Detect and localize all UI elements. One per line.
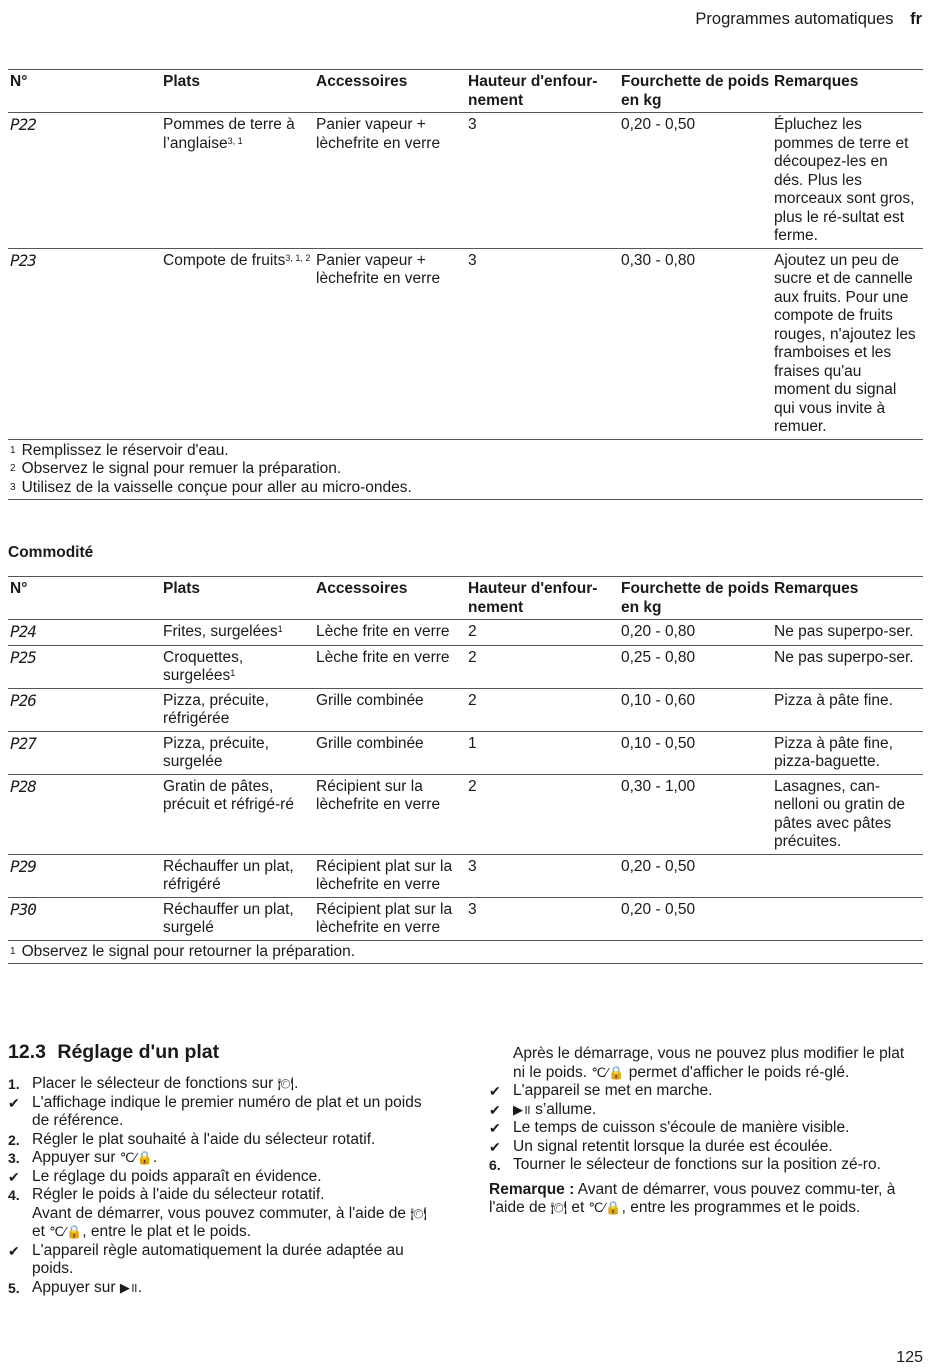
col-header-num: N° — [8, 70, 161, 113]
weight-range: 0,20 - 0,50 — [619, 854, 772, 897]
programme-number: P26 — [8, 688, 161, 731]
weight-range: 0,25 - 0,80 — [619, 645, 772, 688]
section-number: 12.3 — [8, 1041, 46, 1063]
weight-range: 0,20 - 0,50 — [619, 897, 772, 940]
dish-name: Pommes de terre à l’anglaise$^{3, 1}$ — [161, 113, 314, 249]
footnote-ref: 1 — [277, 624, 283, 634]
footnote-ref: 3, 1, 2 — [285, 252, 311, 263]
footnotes — [8, 439, 923, 500]
step-4: 4. Régler le poids à l'aide du sélecteur rotatif. Avant de démarrer, vous pouvez commuter, à l'aide de 🍽 et ℃⁄🔒, entre le plat et le poids. — [8, 1186, 427, 1240]
accessories: Récipient sur la lèchefrite en verre — [314, 774, 466, 854]
accessories: Récipient plat sur la lèchefrite en verre — [314, 854, 466, 897]
programme-number: P27 — [8, 731, 161, 774]
note-label: Remarque : — [489, 1180, 575, 1198]
steps-right-column — [489, 1045, 919, 1218]
step-3: 3. Appuyer sur ℃⁄🔒. — [8, 1149, 158, 1166]
table-row — [8, 248, 923, 439]
programme-number: P30 — [8, 897, 161, 940]
footnotes — [8, 940, 923, 964]
note-paragraph: Remarque : Avant de démarrer, vous pouvez commu-ter, à l'aide de 🍽 et ℃⁄🔒, entre les programmes et le poids. — [489, 1180, 896, 1216]
header-section: Programmes automatiques — [695, 10, 894, 28]
dish-name: Pizza, précuite, surgelée — [161, 731, 314, 774]
footnote-ref: 1 — [230, 668, 236, 678]
shelf-level: 3 — [466, 113, 619, 249]
shelf-level: 1 — [466, 731, 619, 774]
remarks: Ne pas superpo-ser. — [772, 620, 923, 646]
accessories: Lèche frite en verre — [314, 645, 466, 688]
table-row — [8, 645, 923, 688]
accessories: Grille combinée — [314, 688, 466, 731]
weight-range: 0,20 - 0,80 — [619, 620, 772, 646]
shelf-level: 2 — [466, 774, 619, 854]
col-header-weight: Fourchette de poids en kg — [619, 577, 772, 620]
weight-icon: ℃⁄🔒 — [591, 1064, 625, 1080]
weight-range: 0,10 - 0,50 — [619, 731, 772, 774]
table-row — [8, 774, 923, 854]
accessories: Panier vapeur + lèchefrite en verre — [314, 113, 466, 249]
col-header-dish: Plats — [161, 70, 314, 113]
col-header-weight: Fourchette de poids en kg — [619, 70, 772, 113]
footnote: $^1$ Observez le signal pour retourner la préparation. — [10, 942, 355, 960]
step-2: 2. Régler le plat souhaité à l'aide du sélecteur rotatif. — [8, 1130, 376, 1148]
table-row — [8, 113, 923, 249]
col-header-dish: Plats — [161, 577, 314, 620]
shelf-level: 3 — [466, 897, 619, 940]
section-title-text: Réglage d'un plat — [57, 1041, 220, 1063]
check-icon: ✔ — [8, 1242, 20, 1259]
remarks: Pizza à pâte fine, pizza-baguette. — [772, 731, 923, 774]
check-icon: ✔ — [489, 1120, 501, 1136]
accessories: Panier vapeur + lèchefrite en verre — [314, 248, 466, 439]
weight-icon: ℃⁄🔒 — [49, 1224, 83, 1239]
check-icon: ✔ — [489, 1138, 501, 1155]
col-header-accessories: Accessoires — [314, 70, 466, 113]
programme-icon: 🍽 — [277, 1076, 295, 1091]
col-header-remarks: Remarques — [772, 577, 923, 620]
subheading-convenience: Commodité — [8, 544, 94, 561]
result-5b: ✔ ▶॥ s’allume. — [489, 1100, 597, 1118]
programme-icon: 🍽 — [410, 1205, 427, 1221]
col-header-accessories: Accessoires — [314, 577, 466, 620]
shelf-level: 3 — [466, 854, 619, 897]
dish-name: Réchauffer un plat, réfrigéré — [161, 854, 314, 897]
weight-range: 0,30 - 1,00 — [619, 774, 772, 854]
weight-range: 0,30 - 0,80 — [619, 248, 772, 439]
remarks: Lasagnes, can-nelloni ou gratin de pâtes avec pâtes précuites. — [772, 774, 923, 854]
footnotes-row — [8, 439, 923, 500]
check-icon: ✔ — [489, 1101, 501, 1118]
result-4: ✔ L'appareil règle automatiquement la durée adaptée au poids. — [8, 1241, 404, 1277]
programme-number: P22 — [8, 113, 161, 249]
shelf-level: 2 — [466, 645, 619, 688]
remarks — [772, 854, 923, 897]
start-pause-icon: ▶॥ — [513, 1101, 531, 1117]
footnote-ref: 3, 1 — [227, 135, 243, 146]
check-icon: ✔ — [489, 1083, 501, 1099]
check-icon: ✔ — [8, 1094, 20, 1111]
header-lang: fr — [910, 10, 922, 28]
col-header-level: Hauteur d'enfour-nement — [466, 70, 619, 113]
accessories: Grille combinée — [314, 731, 466, 774]
dish-name: Réchauffer un plat, surgelé — [161, 897, 314, 940]
weight-range: 0,10 - 0,60 — [619, 688, 772, 731]
dish-name: Compote de fruits$^{3, 1, 2}$ — [161, 248, 314, 439]
remarks: Ajoutez un peu de sucre et de cannelle aux fruits. Pour une compote de fruits rouges, n'ajoutez les framboises et les fraises qu'au moment du signal qui vous invite à remuer. — [772, 248, 923, 439]
page-number: 125 — [896, 1349, 923, 1366]
table-header-row — [8, 70, 923, 113]
remarks: Épluchez les pommes de terre et découpez-les en dés. Plus les morceaux sont gros, plus le ré-sultat est ferme. — [772, 113, 923, 249]
col-header-num: N° — [8, 577, 161, 620]
accessories: Récipient plat sur la lèchefrite en verre — [314, 897, 466, 940]
start-pause-icon: ▶॥ — [119, 1279, 138, 1295]
remarks — [772, 897, 923, 940]
steps-left-column — [8, 1075, 438, 1297]
footnote: $^1$ Remplissez le réservoir d'eau. — [10, 441, 229, 459]
result-3: ✔ Le réglage du poids apparaît en évidence. — [8, 1167, 322, 1185]
shelf-level: 2 — [466, 620, 619, 646]
weight-icon: ℃⁄🔒 — [119, 1150, 153, 1165]
weight-icon: ℃⁄🔒 — [588, 1200, 622, 1215]
step-1: 1. Placer le sélecteur de fonctions sur 🍽. — [8, 1075, 299, 1092]
accessories: Lèche frite en verre — [314, 620, 466, 646]
programme-number: P28 — [8, 774, 161, 854]
remarks: Pizza à pâte fine. — [772, 688, 923, 731]
table-row — [8, 620, 923, 646]
programme-table-1 — [8, 69, 923, 500]
check-icon: ✔ — [8, 1168, 20, 1185]
shelf-level: 3 — [466, 248, 619, 439]
dish-name: Frites, surgelées$^1$ — [161, 620, 314, 646]
programme-table-2 — [8, 576, 923, 964]
programme-number: P29 — [8, 854, 161, 897]
footnote: $^2$ Observez le signal pour remuer la préparation. — [10, 460, 342, 477]
table-row — [8, 897, 923, 940]
page-header — [695, 10, 922, 29]
table-header-row — [8, 577, 923, 620]
step-5-note: Après le démarrage, vous ne pouvez plus modifier le plat ni le poids. ℃⁄🔒 permet d'afficher le poids ré-glé. — [513, 1045, 905, 1081]
programme-number: P23 — [8, 248, 161, 439]
section-title — [8, 1043, 219, 1062]
dish-name: Croquettes, surgelées$^1$ — [161, 645, 314, 688]
shelf-level: 2 — [466, 688, 619, 731]
table-row — [8, 854, 923, 897]
result-5c: ✔ Le temps de cuisson s'écoule de manière visible. — [489, 1119, 850, 1136]
dish-name: Pizza, précuite, réfrigérée — [161, 688, 314, 731]
programme-number: P25 — [8, 645, 161, 688]
programme-number: P24 — [8, 620, 161, 646]
result-5d: ✔ Un signal retentit lorsque la durée est écoulée. — [489, 1137, 833, 1155]
remarks: Ne pas superpo-ser. — [772, 645, 923, 688]
programme-icon: 🍽 — [550, 1200, 568, 1215]
weight-range: 0,20 - 0,50 — [619, 113, 772, 249]
table-row — [8, 731, 923, 774]
dish-name: Gratin de pâtes, précuit et réfrigé-ré — [161, 774, 314, 854]
table-row — [8, 688, 923, 731]
result-5a: ✔ L'appareil se met en marche. — [489, 1082, 713, 1099]
step-6: 6. Tourner le sélecteur de fonctions sur la position zé-ro. — [489, 1156, 881, 1173]
col-header-level: Hauteur d'enfour-nement — [466, 577, 619, 620]
result-1: ✔ L'affichage indique le premier numéro de plat et un poids de référence. — [8, 1093, 422, 1129]
footnote: $^3$ Utilisez de la vaisselle conçue pour aller au micro-ondes. — [10, 478, 412, 496]
footnotes-row — [8, 940, 923, 964]
col-header-remarks: Remarques — [772, 70, 923, 113]
step-5: 5. Appuyer sur ▶॥. — [8, 1278, 142, 1296]
